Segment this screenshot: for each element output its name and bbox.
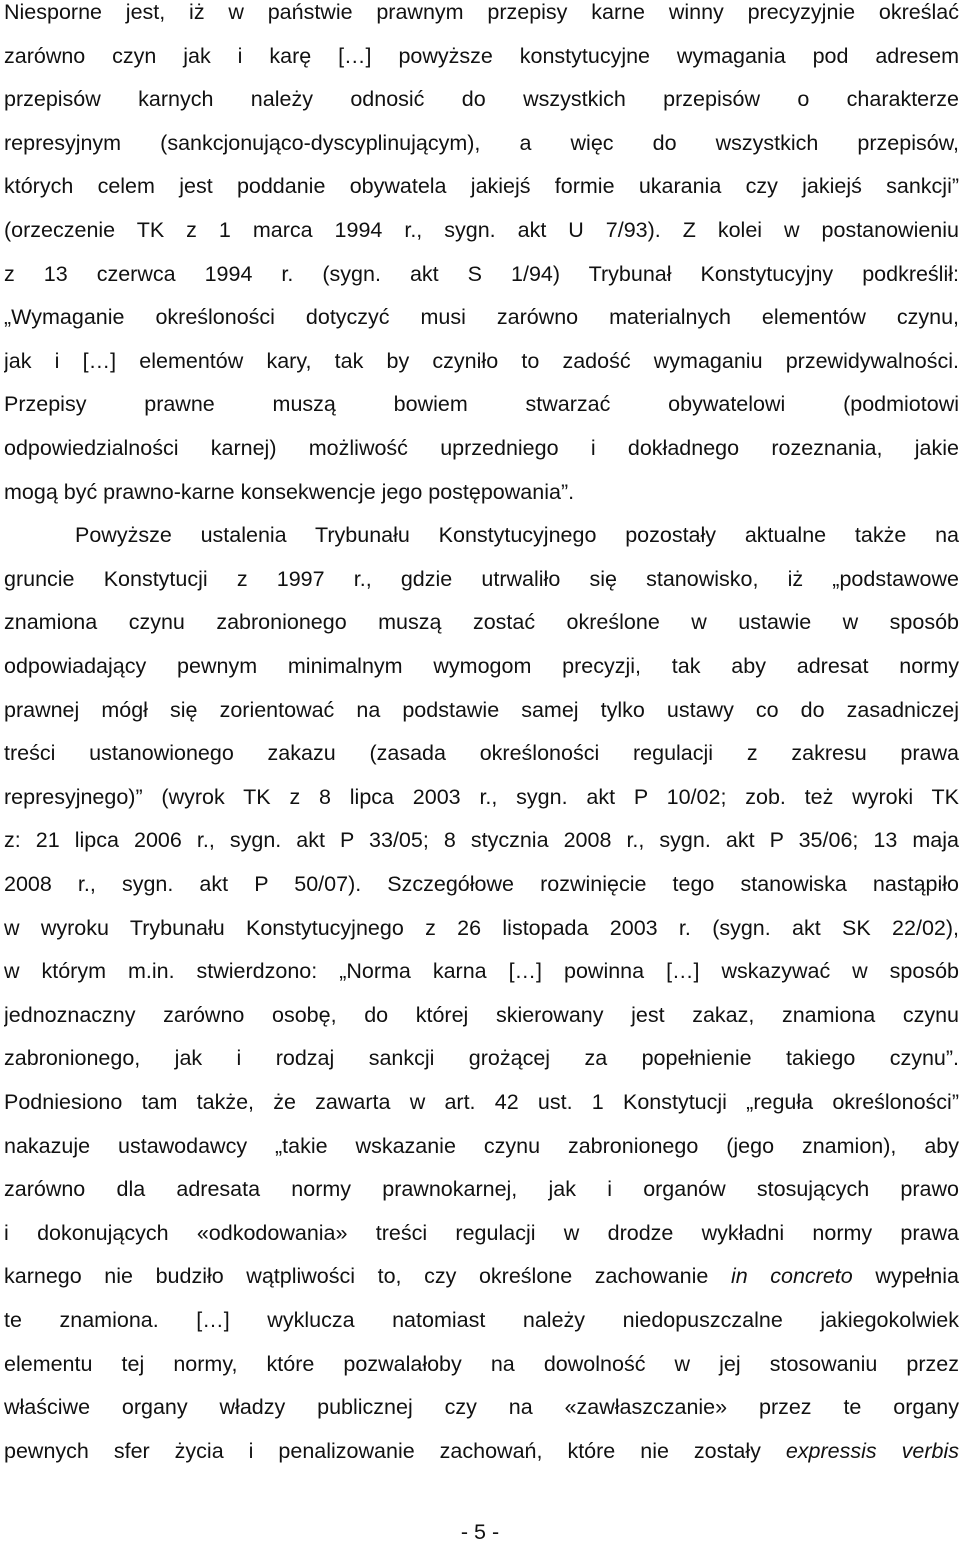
text-line [4,174,959,204]
text-segment: jednoznaczny zarówno osobę, do której skierowany jest zakaz, znamiona czynu [4,1002,959,1027]
text-line [4,1134,959,1164]
text-line [4,959,959,989]
text-line [4,218,959,248]
text-segment: przepisów karnych należy odnosić do wszystkich przepisów o charakterze [4,87,959,112]
text-line [4,523,959,553]
text-segment: Podniesiono tam także, że zawarta w art. 42 ust. 1 Konstytucji „reguła określoności” [4,1090,959,1114]
text-segment: zarówno czyn jak i karę […] powyższe konstytucyjne wymagania pod adresem [4,43,959,68]
text-line [4,0,959,30]
text-line [4,305,959,335]
text-line [4,436,959,466]
text-segment: w którym m.in. stwierdzono: „Norma karna […] powinna […] wskazywać w sposób [4,959,959,984]
text-segment: (orzeczenie TK z 1 marca 1994 r., sygn. akt U 7/93). Z kolei w postanowieniu [4,218,959,242]
text-line [4,1090,959,1120]
text-line [4,785,959,815]
text-segment: pewnych sfer życia i penalizowanie zachowań, które nie zostały [4,1438,786,1463]
text-line [4,741,959,771]
text-segment: gruncie Konstytucji z 1997 r., gdzie utrwaliło się stanowisko, iż „podstawowe [4,566,959,591]
text-segment: odpowiedzialności karnej) możliwość uprzedniego i dokładnego rozeznania, jakie [4,436,959,460]
text-segment: znamiona czynu zabronionego muszą zostać określone w ustawie w sposób [4,610,959,635]
text-line [4,1439,959,1469]
text-segment: właściwe organy władzy publicznej czy na «zawłaszczanie» przez te organy [4,1395,959,1420]
text-segment: treści ustanowionego zakazu (zasada określoności regulacji z zakresu prawa [4,741,959,766]
text-line [4,262,959,292]
text-segment: Niesporne jest, iż w państwie prawnym przepisy karne winny precyzyjnie określać [4,0,959,24]
text-line [4,480,959,510]
text-segment: mogą być prawno-karne konsekwencje jego postępowania”. [4,479,575,504]
text-segment: w wyroku Trybunału Konstytucyjnego z 26 listopada 2003 r. (sygn. akt SK 22/02), [4,915,959,940]
text-segment: Powyższe ustalenia Trybunału Konstytucyjnego pozostały aktualne także na [75,523,959,548]
text-segment: których celem jest poddanie obywatela jakiejś formie ukarania czy jakiejś sankcji” [4,174,959,199]
text-line [4,916,959,946]
text-segment: Przepisy prawne muszą bowiem stwarzać obywatelowi (podmiotowi [4,392,959,417]
text-line [4,872,959,902]
text-line [4,567,959,597]
text-segment: te znamiona. […] wyklucza natomiast należy niedopuszczalne jakiegokolwiek [4,1308,959,1332]
text-line [4,1395,959,1425]
text-segment: wypełnia [852,1264,959,1289]
text-segment: prawnej mógł się zorientować na podstawie samej tylko ustawy co do zasadniczej [4,697,959,722]
text-segment: i dokonujących «odkodowania» treści regulacji w drodze wykładni normy prawa [4,1220,959,1245]
text-line [4,1352,959,1382]
text-segment: elementu tej normy, które pozwalałoby na dowolność w jej stosowaniu przez [4,1351,959,1376]
text-line [4,654,959,684]
text-segment: zarówno dla adresata normy prawnokarnej, jak i organów stosujących prawo [4,1177,959,1202]
text-segment: represyjnego)” (wyrok TK z 8 lipca 2003 r., sygn. akt P 10/02; zob. też wyroki TK [4,784,959,809]
text-segment: „Wymaganie określoności dotyczyć musi zarówno materialnych elementów czynu, [4,305,959,330]
text-segment: zabronionego, jak i rodzaj sankcji grożącej za popełnienie takiego czynu”. [4,1046,959,1071]
page-number: - 5 - [460,1520,500,1544]
text-line [4,1264,959,1294]
text-segment: 2008 r., sygn. akt P 50/07). Szczegółowe rozwinięcie tego stanowiska nastąpiło [4,872,959,896]
text-segment: z 13 czerwca 1994 r. (sygn. akt S 1/94) Trybunał Konstytucyjny podkreślił: [4,261,959,286]
text-line [4,1046,959,1076]
text-line [4,392,959,422]
text-segment: karnego nie budziło wątpliwości to, czy określone zachowanie [4,1264,731,1289]
text-line [4,1003,959,1033]
text-line [4,828,959,858]
text-segment: odpowiadający pewnym minimalnym wymogom precyzji, tak aby adresat normy [4,654,959,678]
text-segment: represyjnym (sankcjonująco-dyscyplinującym), a więc do wszystkich przepisów, [4,130,959,155]
text-line [4,1308,959,1338]
text-line [4,610,959,640]
text-line [4,1177,959,1207]
text-line [4,349,959,379]
text-line [4,131,959,161]
text-segment: z: 21 lipca 2006 r., sygn. akt P 33/05; 8 stycznia 2008 r., sygn. akt P 35/06; 13 maja [4,828,959,853]
italic-phrase: expressis verbis [785,1438,959,1463]
text-segment: jak i […] elementów kary, tak by czyniło to zadość wymaganiu przewidywalności. [4,348,959,373]
text-line [4,1221,959,1251]
text-line [4,44,959,74]
text-line [4,87,959,117]
text-segment: nakazuje ustawodawcy „takie wskazanie czynu zabronionego (jego znamion), aby [4,1133,959,1158]
italic-phrase: in concreto [730,1264,853,1289]
text-line [4,698,959,728]
